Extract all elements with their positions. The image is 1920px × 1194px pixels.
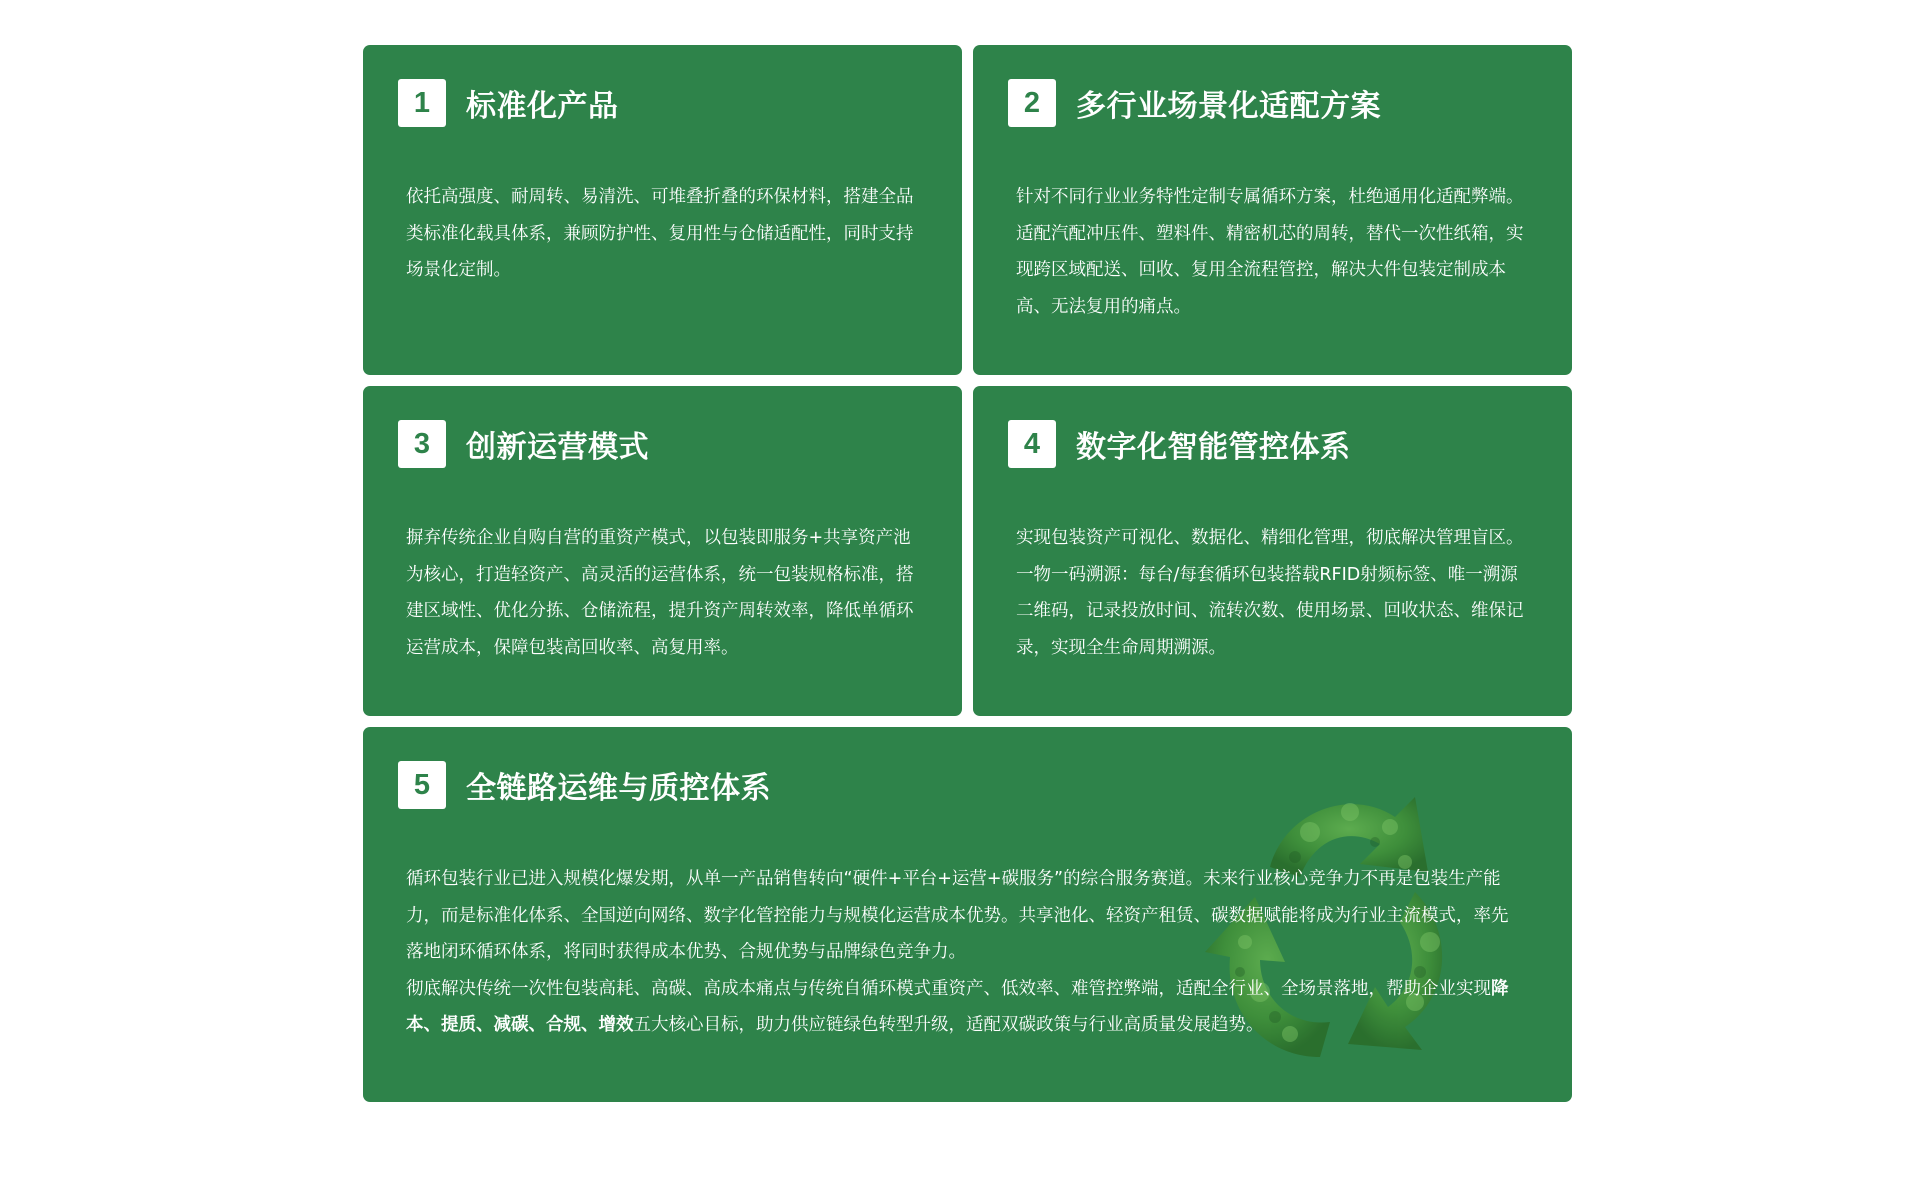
paragraph-text: 五大核心目标，助力供应链绿色转型升级，适配双碳政策与行业高质量发展趋势。 bbox=[633, 1015, 1264, 1035]
card-number-badge: 5 bbox=[398, 761, 446, 809]
card-title: 数字化智能管控体系 bbox=[1076, 430, 1351, 465]
card-description: 摒弃传统企业自购自营的重资产模式，以包装即服务+共享资产池为核心，打造轻资产、高灵活的运营体系，统一包装规格标准，搭建区域性、优化分拣、仓储流程，提升资产周转效率，降低单循环运营成本，保障包装高回收率、高复用率。 bbox=[406, 528, 914, 658]
card-description: 依托高强度、耐周转、易清洗、可堆叠折叠的环保材料，搭建全品类标准化载具体系，兼顾防护性、复用性与仓储适配性，同时支持场景化定制。 bbox=[406, 187, 914, 280]
card-title: 全链路运维与质控体系 bbox=[466, 771, 771, 806]
feature-card-1 bbox=[363, 45, 962, 375]
feature-card-4 bbox=[973, 386, 1572, 716]
highlight-goals: 降本、提质、减碳、合规、增效 bbox=[406, 978, 1509, 1035]
card-number-badge: 1 bbox=[398, 79, 446, 127]
feature-card-5 bbox=[363, 727, 1572, 1102]
card-description: 实现包装资产可视化、数据化、精细化管理，彻底解决管理盲区。一物一码溯源：每台/每套循环包装搭载RFID射频标签、唯一溯源二维码，记录投放时间、流转次数、使用场景、回收状态、维保记录，实现全生命周期溯源。 bbox=[1016, 528, 1524, 658]
card-title: 标准化产品 bbox=[466, 89, 619, 124]
card-header bbox=[398, 420, 962, 468]
card-number-badge: 3 bbox=[398, 420, 446, 468]
feature-card-3 bbox=[363, 386, 962, 716]
card-number-badge: 4 bbox=[1008, 420, 1056, 468]
card-title: 多行业场景化适配方案 bbox=[1076, 89, 1381, 124]
description-paragraph-1: 循环包装行业已进入规模化爆发期，从单一产品销售转向“硬件+平台+运营+碳服务”的综合服务赛道。未来行业核心竞争力不再是包装生产能力，而是标准化体系、全国逆向网络、数字化管控能力与规模化运营成本优势。共享池化、轻资产租赁、碳数据赋能将成为行业主流模式，率先落地闭环循环体系，将同时获得成本优势、合规优势与品牌绿色竞争力。 bbox=[406, 869, 1509, 962]
description-paragraph-2 bbox=[406, 971, 1523, 1044]
paragraph-text: 彻底解决传统一次性包装高耗、高碳、高成本痛点与传统自循环模式重资产、低效率、难管控弊端，适配全行业、全场景落地，帮助企业实现 bbox=[406, 978, 1491, 999]
feature-grid bbox=[363, 45, 1572, 1102]
card-number-badge: 2 bbox=[1008, 79, 1056, 127]
features-section bbox=[363, 45, 1572, 1102]
card-header bbox=[398, 79, 962, 127]
card-description: 针对不同行业业务特性定制专属循环方案，杜绝通用化适配弊端。适配汽配冲压件、塑料件、精密机芯的周转，替代一次性纸箱，实现跨区域配送、回收、复用全流程管控，解决大件包装定制成本高、无法复用的痛点。 bbox=[1016, 187, 1524, 317]
card-description bbox=[406, 861, 1523, 1044]
card-header bbox=[1008, 420, 1572, 468]
card-header bbox=[1008, 79, 1572, 127]
feature-card-2 bbox=[973, 45, 1572, 375]
card-title: 创新运营模式 bbox=[466, 430, 649, 465]
